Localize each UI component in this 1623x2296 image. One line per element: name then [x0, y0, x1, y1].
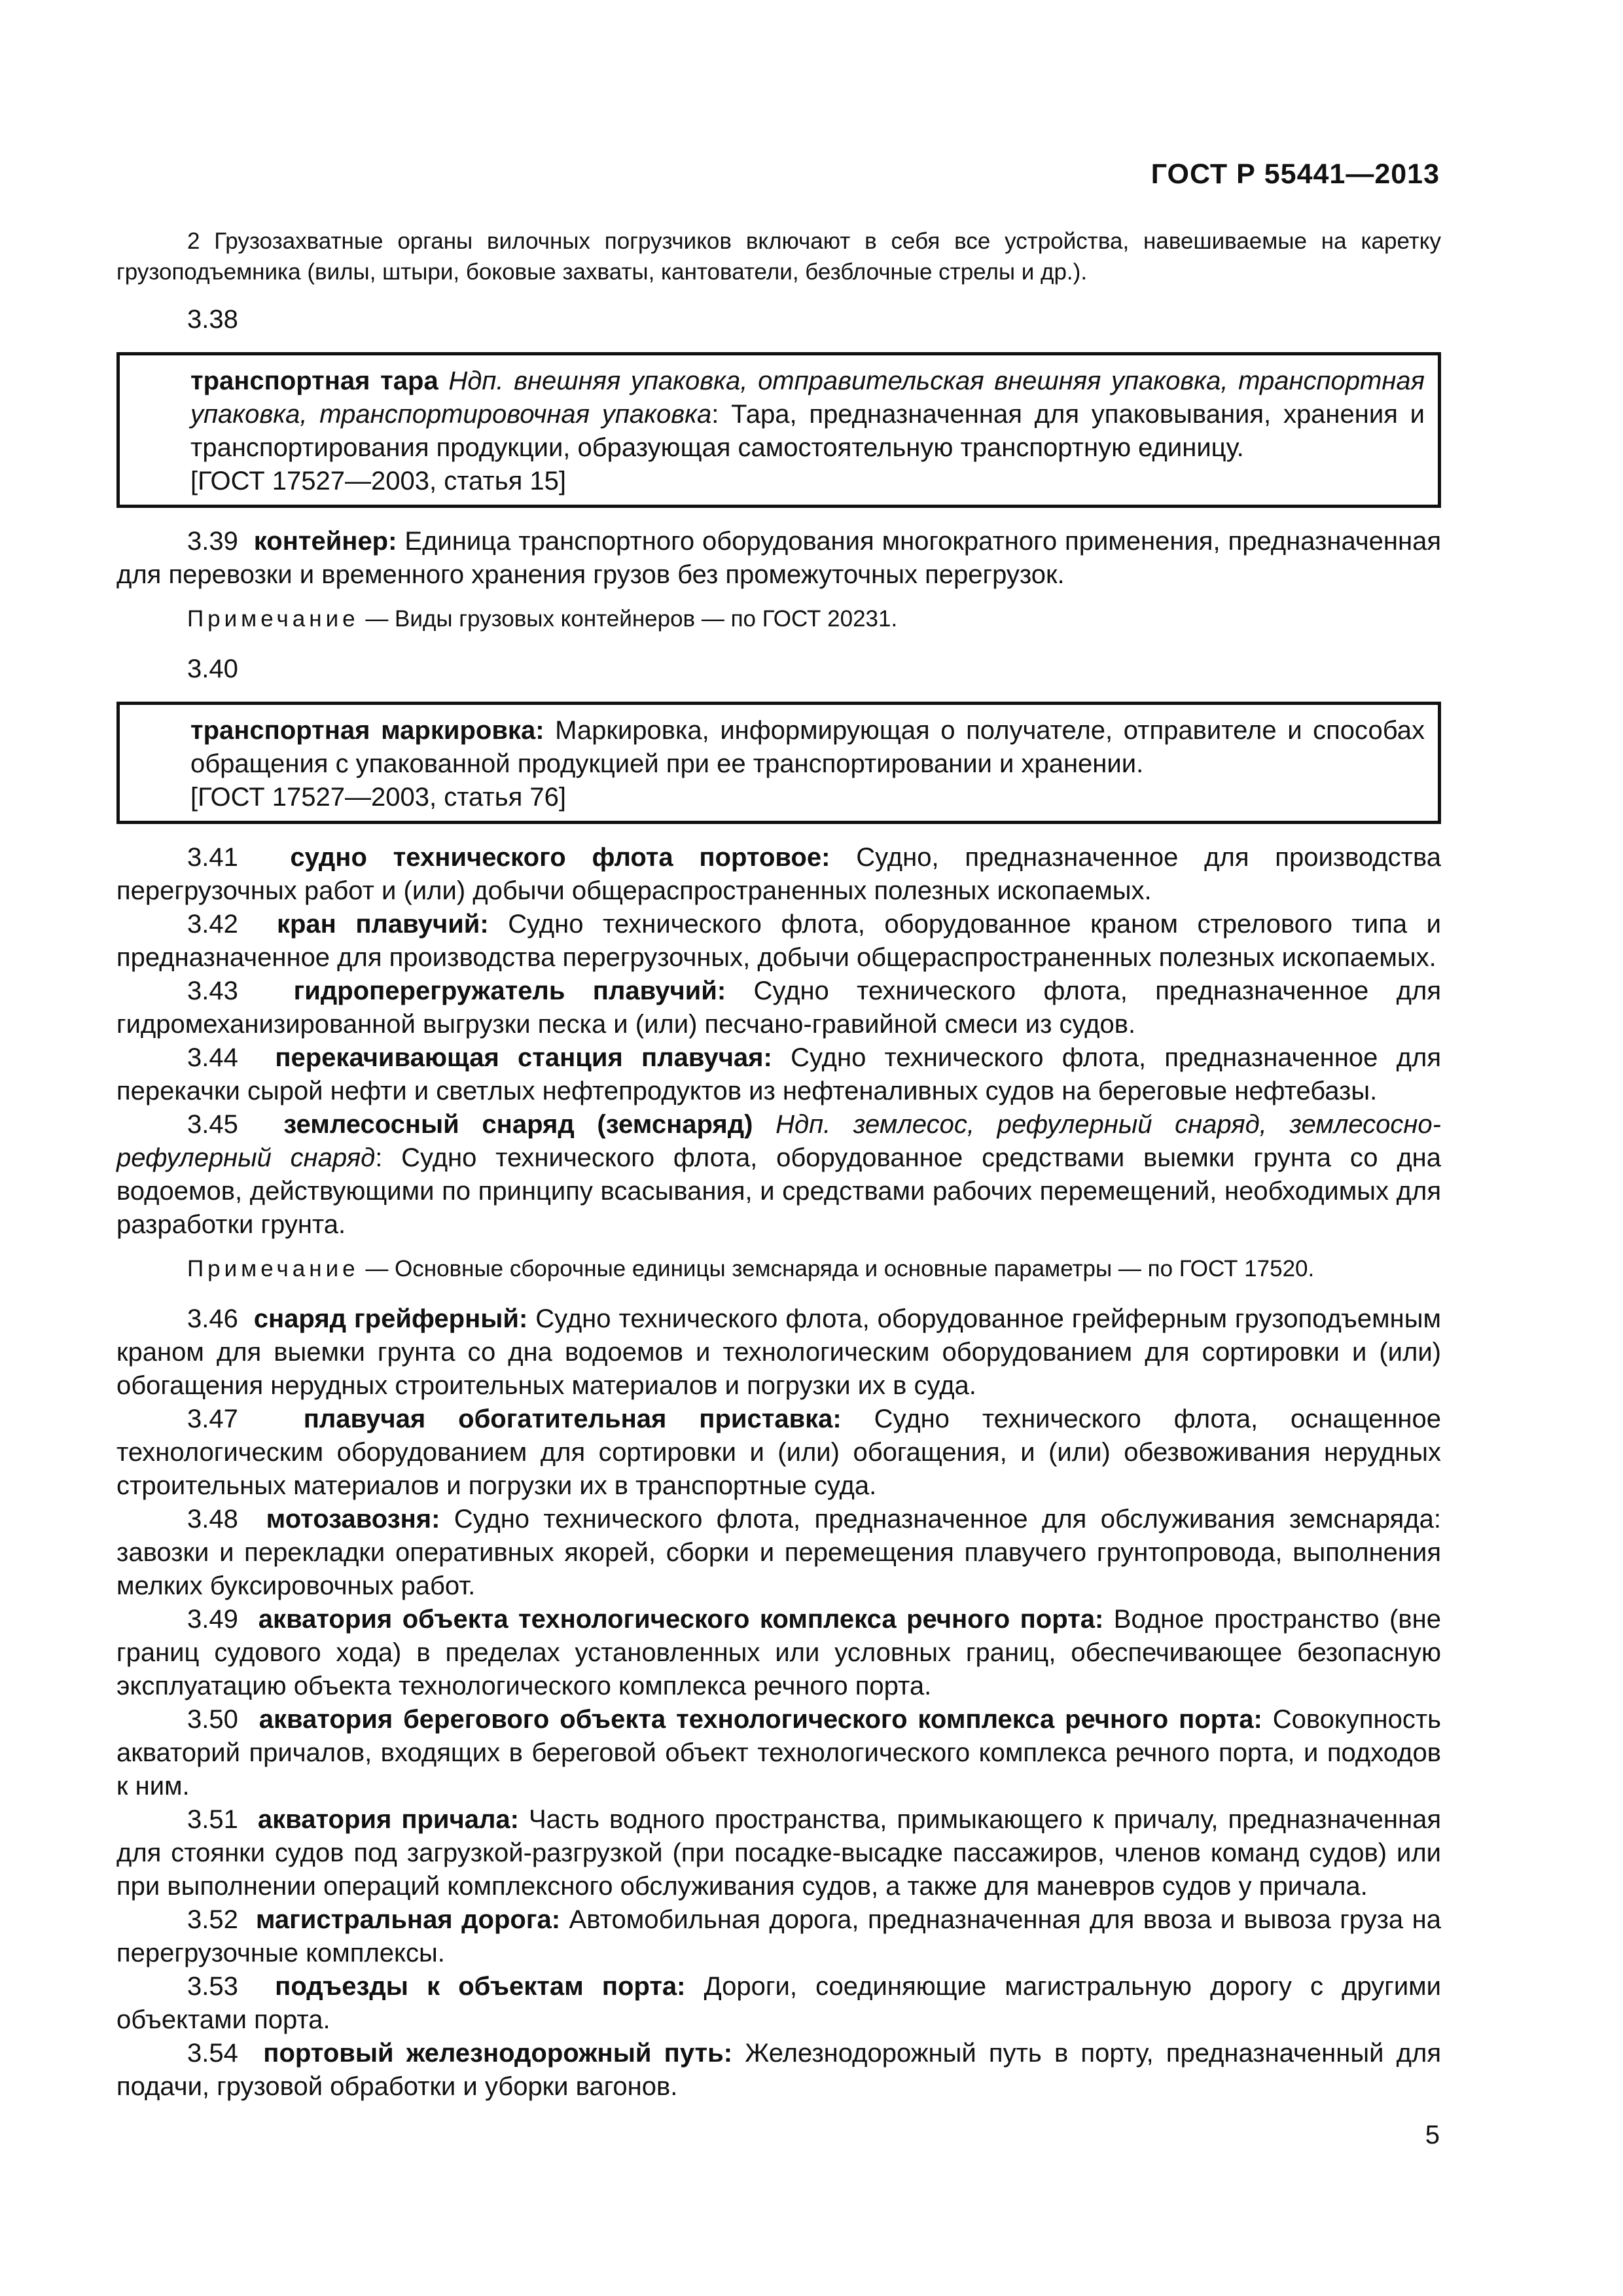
- number-3-49: 3.49: [187, 1605, 238, 1634]
- definition-text-3-43: Судно технического флота, предназначенное для гидромеханизированной выгрузки песка и (или) песчано-гравийной смеси из судов.: [116, 977, 1441, 1039]
- term-3-43: гидроперегружатель плавучий:: [293, 977, 726, 1005]
- source-3-40: [ГОСТ 17527—2003, статья 76]: [190, 783, 566, 812]
- term-3-44: перекачивающая станция плавучая:: [275, 1043, 772, 1072]
- term-3-41: судно технического флота портовое:: [290, 843, 830, 872]
- definition-3-44: [116, 1041, 1441, 1108]
- definition-3-43: [116, 975, 1441, 1041]
- term-3-48: мотозавозня:: [266, 1505, 440, 1534]
- definition-text-3-38: : Тара, предназначенная для упаковывания, хранения и транспортирования продукции, образующая самостоятельную транспортную единицу.: [190, 400, 1425, 462]
- term-3-49: акватория объекта технологического комплекса речного порта:: [258, 1605, 1104, 1634]
- number-3-53: 3.53: [187, 1972, 238, 2001]
- note-label-3-39: Примечание: [187, 606, 359, 632]
- definition-text-3-44: Судно технического флота, предназначенное для перекачки сырой нефти и светлых нефтепродуктов из нефтеналивных судов на береговые нефтебазы.: [116, 1043, 1442, 1105]
- definition-text-3-52: Автомобильная дорога, предназначенная для ввоза и вывоза груза на перегрузочные комплексы.: [116, 1905, 1441, 1967]
- note-3-45: [116, 1253, 1441, 1284]
- term-3-47: плавучая обогатительная приставка:: [303, 1405, 842, 1433]
- term-3-42: кран плавучий:: [276, 910, 489, 939]
- definition-3-45: [116, 1108, 1441, 1242]
- definition-3-38: [190, 365, 1425, 465]
- number-3-48: 3.48: [187, 1505, 238, 1534]
- note-label-3-45: Примечание: [187, 1256, 359, 1282]
- term-3-52: магистральная дорога:: [255, 1905, 561, 1934]
- definition-text-3-45: : Судно технического флота, оборудованное средствами выемки грунта со дна водоемов, действующими по принципу всасывания, и средствами рабочих перемещений, необходимых для разработки грунта.: [116, 1143, 1441, 1239]
- framed-definition-3-40: [116, 702, 1441, 824]
- definition-3-46: [116, 1302, 1441, 1403]
- note-top: 2 Грузозахватные органы вилочных погрузчиков включают в себя все устройства, навешиваемые на каретку грузоподъемника (вилы, штыри, боковые захваты, кантователи, безблочные стрелы и др.).: [116, 228, 1441, 285]
- definition-3-50: [116, 1703, 1441, 1803]
- number-3-51: 3.51: [187, 1805, 238, 1834]
- note-3-39: [116, 603, 1441, 634]
- term-3-51: акватория причала:: [257, 1805, 519, 1834]
- definition-text-3-53: Дороги, соединяющие магистральную дорогу с другими объектами порта.: [116, 1972, 1442, 2034]
- page-header-standard: ГОСТ Р 55441—2013: [1150, 158, 1440, 190]
- page-number: 5: [1425, 2121, 1440, 2149]
- number-3-43: 3.43: [187, 977, 238, 1005]
- number-3-52: 3.52: [187, 1905, 238, 1934]
- definition-3-41: [116, 841, 1441, 908]
- source-3-38: [ГОСТ 17527—2003, статья 15]: [190, 467, 566, 495]
- section-number-3-38: 3.38: [187, 305, 238, 334]
- definition-3-48: [116, 1503, 1441, 1603]
- framed-definition-3-38: [116, 352, 1441, 508]
- definition-3-54: [116, 2037, 1441, 2104]
- definition-3-49: [116, 1603, 1441, 1703]
- term-3-45: землесосный снаряд (земснаряд): [283, 1110, 753, 1139]
- definition-text-3-46: Судно технического флота, оборудованное грейферным грузоподъемным краном для выемки грунта со дна водоемов и технологическим оборудованием для сортировки и (или) обогащения нерудных строительных материалов и погрузки их в суда.: [116, 1304, 1442, 1400]
- term-3-46: снаряд грейферный:: [253, 1304, 528, 1333]
- definition-text-3-48: Судно технического флота, предназначенное для обслуживания земснаряда: завозки и перекладки оперативных якорей, сборки и перемещения плавучего грунтопровода, выполнения мелких буксировочных работ.: [116, 1505, 1441, 1600]
- number-3-41: 3.41: [187, 843, 238, 872]
- number-3-39: 3.39: [187, 527, 238, 556]
- definition-3-39: [116, 525, 1441, 592]
- definition-text-3-54: Железнодорожный путь в порту, предназначенный для подачи, грузовой обработки и уборки вагонов.: [116, 2039, 1441, 2101]
- number-3-42: 3.42: [187, 910, 238, 939]
- number-3-44: 3.44: [187, 1043, 238, 1072]
- definition-3-51: [116, 1803, 1441, 1903]
- definition-3-42: [116, 908, 1441, 975]
- definition-3-52: [116, 1903, 1441, 1970]
- document-body: [116, 226, 1441, 2104]
- definition-3-47: [116, 1403, 1441, 1503]
- number-3-50: 3.50: [187, 1705, 238, 1734]
- term-3-39: контейнер:: [253, 527, 397, 556]
- synonyms-3-45: Ндп. землесос, рефулерный снаряд, землесосно-рефулерный снаряд: [116, 1110, 1441, 1172]
- section-number-3-40: 3.40: [187, 655, 238, 683]
- definition-3-53: [116, 1970, 1441, 2037]
- number-3-47: 3.47: [187, 1405, 238, 1433]
- definition-text-3-51: Часть водного пространства, примыкающего к причалу, предназначенная для стоянки судов под загрузкой-разгрузкой (при посадке-высадке пассажиров, членов команд судов) или при выполнении операций комплексного обслуживания судов, а также для маневров судов у причала.: [116, 1805, 1441, 1901]
- definition-text-3-40: Маркировка, информирующая о получателе, отправителе и способах обращения с упакованной продукцией при ее транспортировании и хранении.: [190, 716, 1425, 778]
- definition-text-3-39: Единица транспортного оборудования многократного применения, предназначенная для перевозки и временного хранения грузов без промежуточных перегрузок.: [116, 527, 1441, 589]
- definition-text-3-42: Судно технического флота, оборудованное краном стрелового типа и предназначенное для производства перегрузочных, добычи общераспространенных полезных ископаемых.: [116, 910, 1441, 972]
- term-3-40: транспортная маркировка:: [190, 716, 544, 745]
- note-text-3-39: — Виды грузовых контейнеров — по ГОСТ 20231.: [359, 606, 898, 632]
- definition-text-3-50: Совокупность акваторий причалов, входящих в береговой объект технологического комплекса речного порта, и подходов к ним.: [116, 1705, 1441, 1801]
- definition-text-3-49: Водное пространство (вне границ судового хода) в пределах установленных или условных границ, обеспечивающее безопасную эксплуатацию объекта технологического комплекса речного порта.: [116, 1605, 1442, 1700]
- term-3-38: транспортная тара: [190, 367, 438, 395]
- number-3-46: 3.46: [187, 1304, 238, 1333]
- number-3-45: 3.45: [187, 1110, 238, 1139]
- definition-text-3-47: Судно технического флота, оснащенное технологическим оборудованием для сортировки и (или) обогащения, и (или) обезвоживания нерудных строительных материалов и погрузки их в транспортные суда.: [116, 1405, 1441, 1500]
- term-3-53: подъезды к объектам порта:: [275, 1972, 686, 2001]
- note-text-3-45: — Основные сборочные единицы земснаряда и основные параметры — по ГОСТ 17520.: [359, 1256, 1315, 1282]
- term-3-50: акватория берегового объекта технологического комплекса речного порта:: [259, 1705, 1262, 1734]
- term-3-54: портовый железнодорожный путь:: [263, 2039, 733, 2068]
- number-3-54: 3.54: [187, 2039, 238, 2068]
- synonyms-3-38: Ндп. внешняя упаковка, отправительская внешняя упаковка, транспортная упаковка, транспортировочная упаковка: [190, 367, 1425, 429]
- definition-3-40: [190, 714, 1425, 781]
- definition-text-3-41: Судно, предназначенное для производства перегрузочных работ и (или) добычи общераспространенных полезных ископаемых.: [116, 843, 1441, 905]
